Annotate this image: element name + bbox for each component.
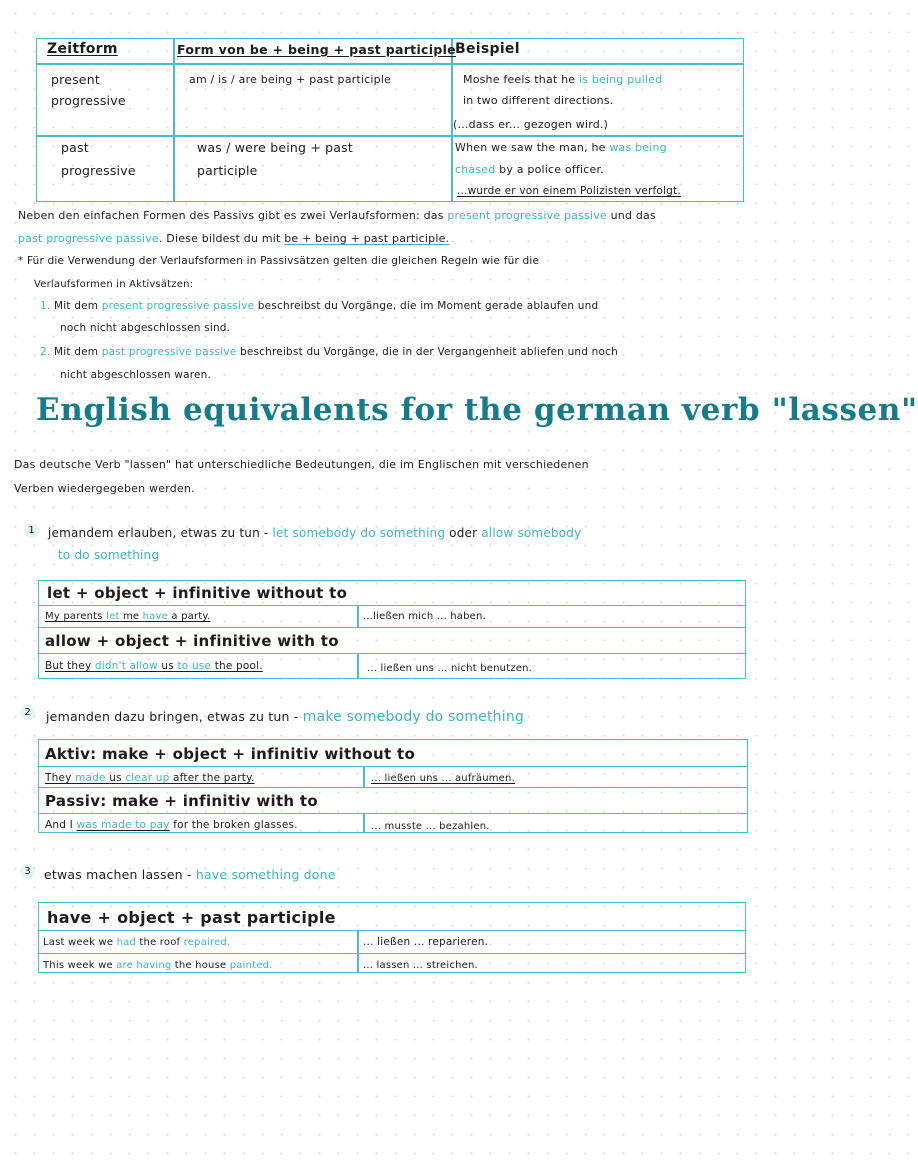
tense-name: progressive — [61, 163, 136, 178]
note-text: beschreibst du Vorgänge, die im Moment gerade ablaufen und — [257, 300, 599, 312]
rule-example — [45, 772, 255, 786]
rule-box — [38, 580, 746, 679]
note-highlight: present progressive passive — [101, 300, 255, 312]
section-highlight: make somebody do something — [302, 709, 525, 725]
box-row-divider — [39, 953, 745, 954]
note-text: . Diese bildest du mit — [158, 232, 281, 245]
rule-example — [45, 660, 263, 674]
example-highlight: didn't allow — [94, 660, 158, 672]
section-highlight: to do something — [58, 548, 160, 562]
section-number: 2 — [20, 705, 35, 720]
note-item-number: 1. — [40, 300, 51, 312]
example-text: Last week we — [43, 937, 114, 948]
note-text: Mit dem — [53, 346, 99, 358]
note-paragraph — [18, 232, 449, 246]
box-row-divider — [39, 605, 745, 606]
example-text: us — [109, 772, 122, 784]
table-divider — [37, 63, 743, 65]
section-text: jemanden dazu bringen, etwas zu tun - — [46, 709, 299, 724]
box-col-divider — [357, 605, 359, 627]
example-translation: ...wurde er von einem Polizisten verfolgt. — [457, 185, 681, 197]
example-sentence: in two different directions. — [463, 94, 614, 107]
example-highlight: painted. — [229, 960, 273, 971]
rule-translation: ... ließen ... reparieren. — [363, 936, 489, 948]
example-text: But they — [45, 660, 92, 672]
example-highlight: chased — [455, 163, 496, 176]
box-row-divider — [39, 787, 747, 788]
note-text: und das — [610, 209, 656, 222]
tense-form: am / is / are being + past participle — [189, 73, 392, 86]
example-highlight: was made to pay — [76, 819, 170, 831]
section-text: oder — [449, 526, 478, 540]
tense-name: past — [61, 140, 89, 155]
note-highlight: past progressive passive — [101, 346, 237, 358]
note-item — [40, 300, 598, 314]
example-text: They — [45, 772, 72, 784]
example-highlight: had — [116, 937, 137, 948]
section-text: etwas machen lassen - — [44, 867, 192, 882]
note-text: Mit dem — [53, 300, 99, 312]
intro-text: Verben wiedergegeben werden. — [14, 482, 195, 495]
rule-example — [43, 959, 273, 972]
example-highlight: are having — [116, 960, 172, 971]
intro-text: Das deutsche Verb "lassen" hat unterschiedliche Bedeutungen, die im Englischen mit verschiedenen — [14, 458, 589, 471]
rule-translation: ... lassen ... streichen. — [363, 960, 478, 971]
section-highlight: let somebody do something — [272, 526, 446, 540]
note-highlight: present progressive passive — [447, 209, 607, 222]
note-text: Neben den einfachen Formen des Passivs gibt es zwei Verlaufsformen: das — [18, 209, 444, 222]
example-text: This week we — [43, 960, 113, 971]
box-row-divider — [39, 653, 745, 654]
tense-form: participle — [197, 163, 258, 178]
example-text: by a police officer. — [499, 163, 604, 176]
box-row-divider — [39, 813, 747, 814]
example-highlight: was being — [609, 141, 667, 154]
rule-example — [45, 819, 298, 833]
box-row-divider — [39, 627, 745, 628]
section-description — [44, 867, 336, 883]
example-text: the pool. — [214, 660, 263, 672]
example-text: And I — [45, 819, 73, 831]
example-text: the roof — [139, 937, 181, 948]
section-description — [46, 708, 524, 726]
rule-box — [38, 739, 748, 833]
table-header-tense: Zeitform — [47, 41, 118, 57]
box-col-divider — [363, 813, 365, 833]
table-divider — [37, 135, 743, 137]
example-text: us — [161, 660, 174, 672]
rule-formula: have + object + past participle — [47, 908, 336, 927]
rule-translation: ... ließen uns ... aufräumen. — [371, 773, 515, 784]
example-sentence — [455, 163, 604, 177]
tense-table — [36, 38, 744, 202]
example-highlight: is being pulled — [578, 73, 663, 86]
example-translation: (...dass er... gezogen wird.) — [453, 118, 609, 131]
section-highlight: have something done — [195, 867, 336, 882]
table-header-example: Beispiel — [455, 41, 520, 57]
section-description — [48, 526, 581, 542]
box-col-divider — [357, 653, 359, 679]
box-row-divider — [39, 766, 747, 767]
note-item: nicht abgeschlossen waren. — [60, 369, 212, 381]
rule-formula: allow + object + infinitive with to — [45, 632, 339, 650]
tense-form: was / were being + past — [197, 140, 353, 155]
note-text: beschreibst du Vorgänge, die in der Vergangenheit abliefen und noch — [239, 346, 618, 358]
example-text: Moshe feels that he — [463, 73, 576, 86]
example-highlight: let — [106, 611, 120, 622]
rule-formula: Aktiv: make + object + infinitiv without to — [45, 745, 416, 763]
rule-formula: Passiv: make + infinitiv with to — [45, 792, 318, 810]
example-highlight: repaired. — [183, 937, 231, 948]
rule-translation: ... ließen uns ... nicht benutzen. — [367, 663, 533, 674]
example-text: My parents — [45, 611, 103, 622]
rule-example — [45, 610, 210, 623]
note-star: Verlaufsformen in Aktivsätzen: — [34, 279, 194, 290]
box-col-divider — [363, 766, 365, 787]
section-highlight: allow somebody — [481, 526, 582, 540]
note-item — [40, 346, 618, 360]
rule-box — [38, 902, 746, 973]
note-formula: be + being + past participle. — [284, 232, 450, 245]
page-title: English equivalents for the german verb "lassen" — [36, 392, 918, 428]
rule-translation: ... musste ... bezahlen. — [371, 821, 490, 832]
example-text: a party. — [171, 611, 211, 622]
section-number: 3 — [20, 864, 35, 879]
rule-formula: let + object + infinitive without to — [47, 584, 348, 602]
table-header-form: Form von be + being + past participle — [177, 42, 456, 57]
box-col-divider — [357, 930, 359, 973]
rule-example — [43, 936, 230, 949]
example-text: for the broken glasses. — [173, 819, 298, 831]
section-text: jemandem erlauben, etwas zu tun - — [48, 526, 269, 540]
tense-name: present — [51, 72, 100, 87]
note-item-number: 2. — [40, 346, 51, 358]
example-sentence — [463, 73, 662, 87]
example-text: When we saw the man, he — [455, 141, 606, 154]
box-row-divider — [39, 930, 745, 931]
note-paragraph — [18, 209, 656, 223]
example-text: after the party. — [173, 772, 255, 784]
example-text: me — [122, 611, 140, 622]
rule-translation: ...ließen mich ... haben. — [363, 611, 486, 622]
tense-name: progressive — [51, 93, 126, 108]
note-item: noch nicht abgeschlossen sind. — [60, 322, 231, 334]
example-highlight: to use — [177, 660, 212, 672]
example-sentence — [455, 141, 667, 155]
note-highlight: past progressive passive — [18, 232, 159, 245]
example-text: the house — [174, 960, 227, 971]
example-highlight: clear up — [125, 772, 170, 784]
note-star: * Für die Verwendung der Verlaufsformen in Passivsätzen gelten die gleichen Regeln wie für die — [18, 255, 540, 267]
section-number: 1 — [24, 523, 39, 538]
example-highlight: have — [142, 611, 168, 622]
example-highlight: made — [75, 772, 106, 784]
